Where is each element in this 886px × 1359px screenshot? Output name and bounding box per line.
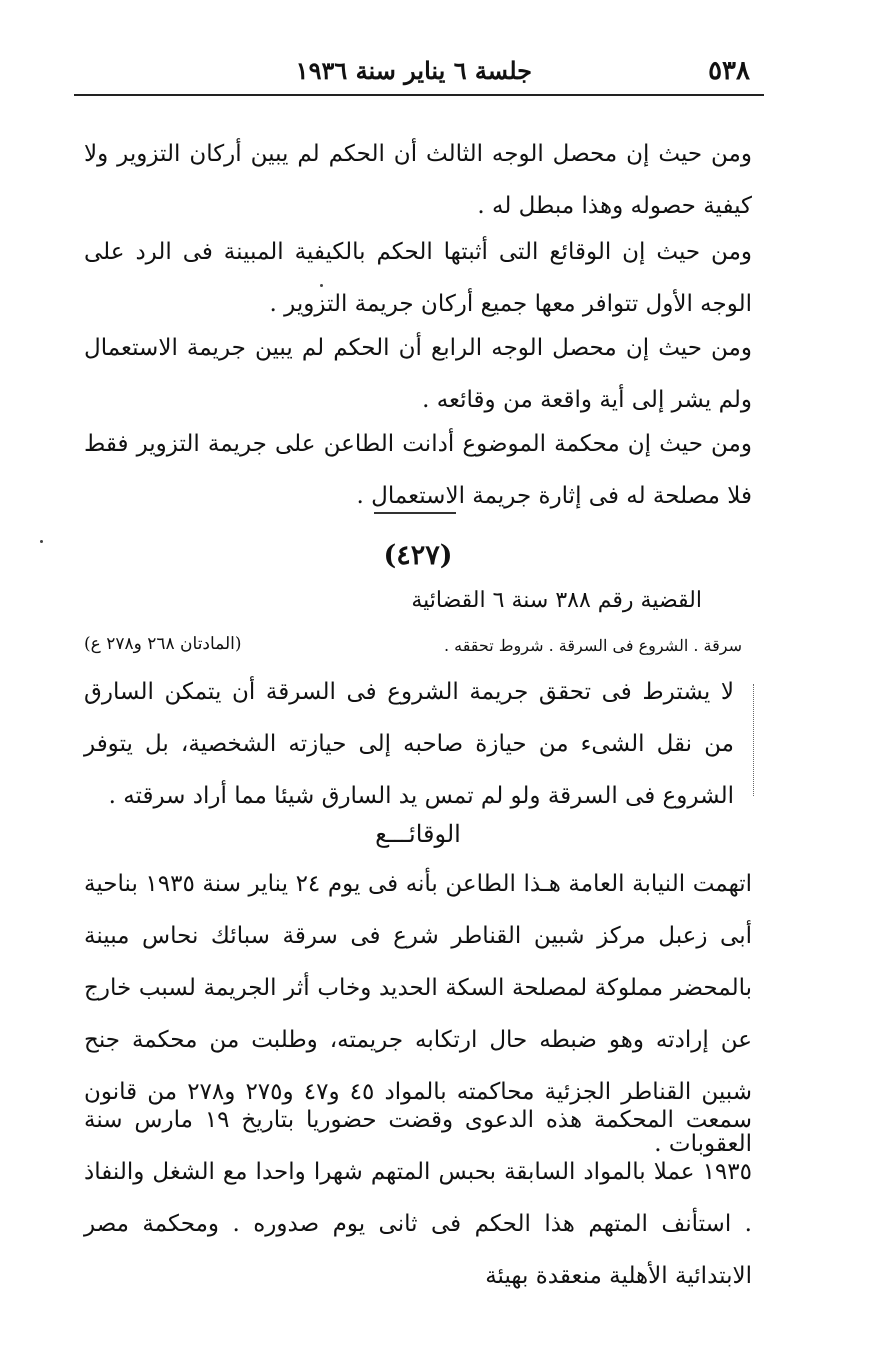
paragraph-third-ground: ومن حيث إن محصل الوجه الثالث أن الحكم لم يبين أركان التزوير ولا كيفية حصوله وهذا مبطل له . <box>84 141 752 219</box>
page-number: ٥٣٨ <box>708 56 750 86</box>
section-divider <box>374 512 456 514</box>
case-keywords: سرقة . الشروع فى السرقة . شروط تحققه . <box>443 636 742 655</box>
case-summary: لا يشترط فى تحقق جريمة الشروع فى السرقة أن يتمكن السارق من نقل الشىء من حيازة صاحبه إلى حيازته الشخصية، بل يتوفر الشروع فى السرقة ولو لم تمس يد السارق شيئا مما أراد سرقته . <box>84 679 734 809</box>
facts-paragraph-judgment: سمعت المحكمة هذه الدعوى وقضت حضوريا بتاريخ ١٩ مارس سنة ١٩٣٥ عملا بالمواد السابقة بحبس المتهم شهرا واحدا مع الشغل والنفاذ . استأنف المتهم هذا الحكم فى ثانى يوم صدوره . ومحكمة مصر الابتدائية الأهلية منعقدة بهيئة <box>84 1107 752 1289</box>
case-number: (٤٢٧) <box>383 540 453 571</box>
case-reference: القضية رقم ٣٨٨ سنة ٦ القضائية <box>411 588 702 613</box>
facts-heading: الوقائـــع <box>375 820 461 848</box>
session-title: جلسة ٦ يناير سنة ١٩٣٦ <box>295 56 532 85</box>
scan-speck <box>320 284 323 287</box>
paragraph-no-interest: ومن حيث إن محكمة الموضوع أدانت الطاعن على جريمة التزوير فقط فلا مصلحة له فى إثارة جريمة الاستعمال . <box>84 431 752 509</box>
case-articles: (المادتان ٢٦٨ و٢٧٨ ع) <box>84 634 242 654</box>
facts-paragraph-accusation: اتهمت النيابة العامة هـذا الطاعن بأنه فى يوم ٢٤ يناير سنة ١٩٣٥ بناحية أبى زعبل مركز شبين القناطر شرع فى سرقة سبائك نحاس مبينة بالمحضر مملوكة لمصلحة السكة الحديد وخاب أثر الجريمة لسبب خارج عن إرادته وهو ضبطه حال ارتكابه جريمته، وطلبت من محكمة جنح شبين القناطر الجزئية محاكمته بالمواد ٤٥ و٤٧ و٢٧٥ و٢٧٨ من قانون العقوبات . <box>84 871 752 1157</box>
margin-marker <box>753 684 754 796</box>
paragraph-first-ground-reply: ومن حيث إن الوقائع التى أثبتها الحكم بالكيفية المبينة فى الرد على الوجه الأول تتوافر معها جميع أركان جريمة التزوير . <box>84 239 752 317</box>
paragraph-fourth-ground: ومن حيث إن محصل الوجه الرابع أن الحكم لم يبين جريمة الاستعمال ولم يشر إلى أية واقعة من وقائعه . <box>84 335 752 413</box>
scan-speck <box>40 540 43 543</box>
page-header <box>74 48 764 96</box>
